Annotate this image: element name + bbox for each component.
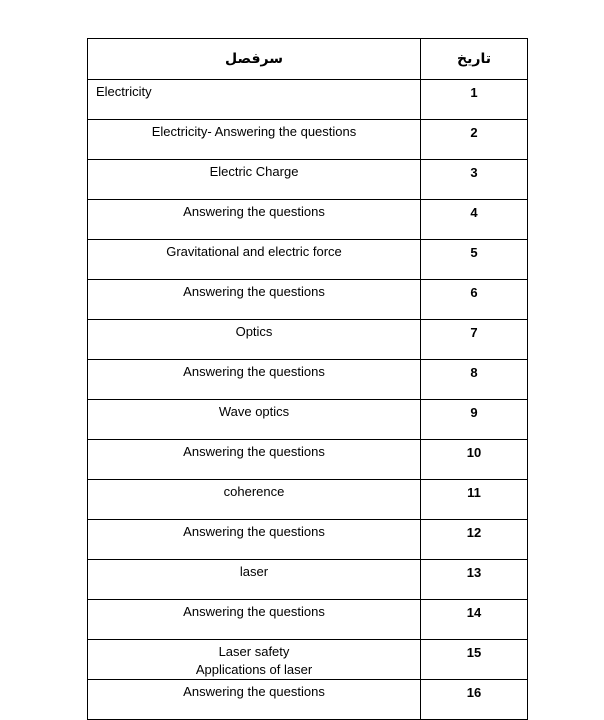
- session-number-cell: 15: [421, 640, 528, 680]
- session-number-cell: 8: [421, 360, 528, 400]
- topic-cell: [88, 160, 421, 200]
- course-schedule-table: [87, 38, 528, 720]
- session-number-cell: 16: [421, 680, 528, 720]
- header-topic: سرفصل: [88, 39, 421, 80]
- session-number-cell: 6: [421, 280, 528, 320]
- table-row: [88, 320, 528, 360]
- session-number-cell: 1: [421, 80, 528, 120]
- table-row: [88, 600, 528, 640]
- topic-text: Answering the questions: [183, 524, 325, 539]
- session-number-cell: 7: [421, 320, 528, 360]
- topic-text: coherence: [223, 484, 285, 499]
- topic-cell: [88, 200, 421, 240]
- topic-cell: [88, 360, 421, 400]
- topic-text: Answering the questions: [183, 364, 325, 379]
- topic-cell: [88, 120, 421, 160]
- table-row: [88, 80, 528, 120]
- topic-text: Applications of laser: [195, 662, 313, 677]
- session-number-cell: 14: [421, 600, 528, 640]
- table-row: [88, 640, 528, 680]
- topic-cell: [88, 240, 421, 280]
- session-number-cell: 2: [421, 120, 528, 160]
- topic-text: Answering the questions: [183, 444, 325, 459]
- topic-text: Laser safety: [218, 644, 290, 659]
- topic-cell: [88, 440, 421, 480]
- table-header-row: [88, 39, 528, 80]
- topic-text: Answering the questions: [183, 284, 325, 299]
- session-number-cell: 4: [421, 200, 528, 240]
- header-date: تاریخ: [421, 39, 528, 80]
- table-body: [88, 80, 528, 720]
- table-row: [88, 440, 528, 480]
- session-number-cell: 12: [421, 520, 528, 560]
- table-row: [88, 480, 528, 520]
- topic-text: Wave optics: [218, 404, 290, 419]
- topic-text: Electricity- Answering the questions: [151, 124, 357, 139]
- session-number-cell: 9: [421, 400, 528, 440]
- topic-text: Answering the questions: [183, 684, 325, 699]
- topic-cell: [88, 480, 421, 520]
- session-number-cell: 13: [421, 560, 528, 600]
- topic-cell: [88, 560, 421, 600]
- topic-text: Answering the questions: [183, 604, 325, 619]
- session-number-cell: 3: [421, 160, 528, 200]
- topic-text: laser: [239, 564, 269, 579]
- table-row: [88, 240, 528, 280]
- table-row: [88, 560, 528, 600]
- table-row: [88, 680, 528, 720]
- topic-cell: [88, 80, 421, 120]
- topic-cell: [88, 320, 421, 360]
- topic-cell: [88, 400, 421, 440]
- table-row: [88, 120, 528, 160]
- session-number-cell: 10: [421, 440, 528, 480]
- topic-cell: [88, 680, 421, 720]
- topic-text: Electricity: [96, 84, 152, 99]
- topic-cell: [88, 600, 421, 640]
- table-row: [88, 280, 528, 320]
- topic-cell: [88, 640, 421, 680]
- topic-cell: [88, 520, 421, 560]
- table-row: [88, 360, 528, 400]
- table-row: [88, 200, 528, 240]
- table-row: [88, 160, 528, 200]
- topic-text: Answering the questions: [183, 204, 325, 219]
- session-number-cell: 11: [421, 480, 528, 520]
- topic-cell: [88, 280, 421, 320]
- table-row: [88, 520, 528, 560]
- topic-text: Electric Charge: [209, 164, 299, 179]
- topic-text: Gravitational and electric force: [166, 244, 342, 259]
- session-number-cell: 5: [421, 240, 528, 280]
- topic-text: Optics: [235, 324, 273, 339]
- table-row: [88, 400, 528, 440]
